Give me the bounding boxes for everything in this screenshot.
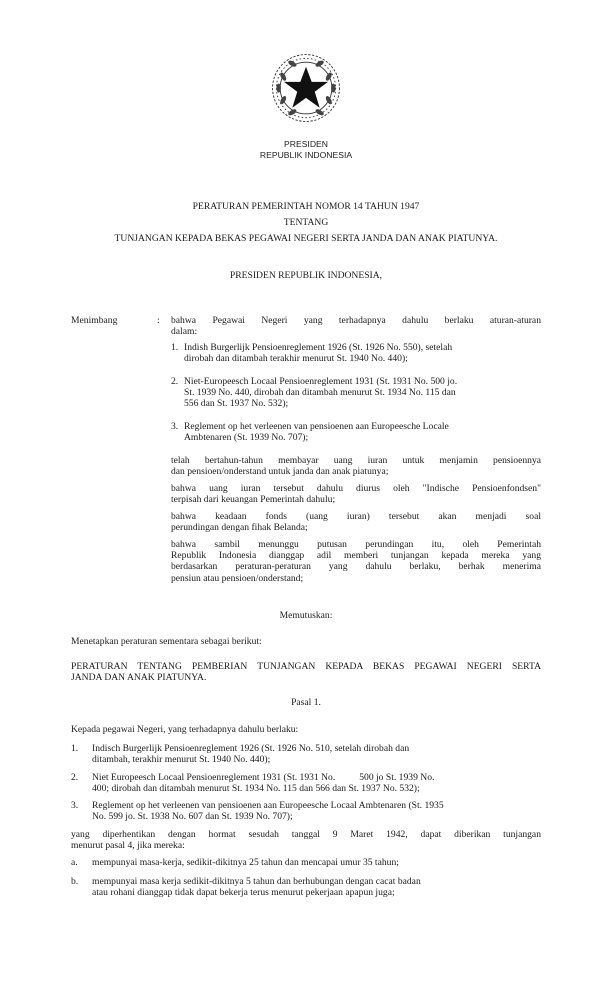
condition-letter: a.	[71, 857, 78, 868]
regulation-title	[71, 661, 541, 683]
item-number: 3.	[71, 800, 79, 811]
issuer-heading: PRESIDEN REPUBLIK INDONESIA,	[229, 270, 383, 281]
item-line: Reglement op het verleenen van pensioenen aan Europeesche Locaal Ambtenaren (St. 1935	[92, 800, 444, 811]
pasal-1-item-1	[71, 743, 541, 765]
paragraph-line: bahwa uang iuran tersebut dahulu diurus oleh "Indische Pensioenfondsen"	[171, 483, 541, 494]
item-line: 400; dirobah dan ditambah menurut St. 1934 No. 115 dan 566 dan St. 1937 No. 532);	[92, 783, 420, 795]
menimbang-item-1	[171, 342, 541, 364]
memutuskan-heading: Memutuskan:	[279, 610, 333, 621]
item-line: ditambah, terakhir menurut St. 1940 No. 440);	[92, 754, 271, 766]
pasal-1-continuation	[71, 829, 541, 851]
paragraph-line: bahwa keadaan fonds (uang iuran) tersebut akan menjadi soal	[171, 511, 541, 522]
condition-line: atau rohani dianggap tidak dapat bekerja terus menurut pekerjaan apapun juga;	[92, 887, 395, 899]
regulation-title-line: PERATURAN TENTANG PEMBERIAN TUNJANGAN KEPADA BEKAS PEGAWAI NEGERI SERTA	[71, 661, 541, 672]
condition-line: mempunyai masa kerja sedikit-dikitnya 5 tahun dan berhubungan dengan cacat badan	[92, 876, 421, 887]
pasal-1-heading: Pasal 1.	[291, 697, 321, 708]
header-presiden: PRESIDEN	[284, 139, 328, 149]
paragraph-line: terpisah dari keuangan Pemerintah dahulu;	[171, 494, 336, 506]
menimbang-paragraph-4	[171, 539, 541, 584]
item-line: Reglement op het verleenen van pensioenen aan Europeesche Locale	[184, 421, 449, 432]
menimbang-intro-line: bahwa Pegawai Negeri yang terhadapnya dahulu berlaku aturan-aturan	[171, 315, 541, 326]
tentang-heading: TENTANG	[283, 217, 329, 228]
menimbang-intro-line: dalam:	[171, 326, 198, 338]
menimbang-colon: :	[157, 315, 160, 326]
pasal-1-item-2	[71, 772, 541, 794]
continuation-line: menurut pasal 4, jika mereka:	[71, 840, 185, 852]
item-line: Indisch Burgerlijk Pensioenreglement 1926 (St. 1926 No. 510, setelah dirobah dan	[92, 743, 410, 754]
menetapkan-line	[71, 636, 541, 647]
pasal-1-intro	[71, 724, 541, 735]
regulation-title-line: JANDA DAN ANAK PIATUNYA.	[71, 672, 207, 684]
item-line: Niet-Europeesch Locaal Pensioenreglement 1931 (St. 1931 No. 500 jo.	[184, 376, 458, 387]
item-line: Indish Burgerlijk Pensioenreglement 1926 (St. 1926 No. 550), setelah	[184, 342, 453, 353]
item-line: Ambtenaren (St. 1939 No. 707);	[184, 432, 309, 444]
paragraph-line: perundingan dengan fihak Belanda;	[171, 522, 308, 534]
item-number: 2.	[71, 772, 79, 783]
item-number: 3.	[171, 421, 179, 432]
item-number: 2.	[171, 376, 179, 387]
condition-letter: b.	[71, 876, 79, 887]
paragraph-line: pensiun atau pensioen/onderstand;	[171, 572, 304, 584]
menimbang-item-3	[171, 421, 541, 443]
pasal-intro-text: Kepada pegawai Negeri, yang terhadapnya dahulu berlaku:	[71, 724, 299, 735]
regulation-number-title: PERATURAN PEMERINTAH NOMOR 14 TAHUN 1947	[192, 201, 420, 212]
item-number: 1.	[71, 743, 79, 754]
paragraph-line: dan pensioen/onderstand untuk janda dan anak piatunya;	[171, 466, 389, 478]
item-line: Niet Europeesch Locaal Pensioenreglement 1931 (St. 1931 No. 500 jo St. 1939 No.	[92, 772, 435, 783]
header-republik-indonesia: REPUBLIK INDONESIA	[259, 150, 353, 160]
item-number: 1.	[171, 342, 179, 353]
pasal-1-item-3	[71, 800, 541, 822]
paragraph-line: berdasarkan peraturan-peraturan yang dahulu berlaku, berhak menerima	[171, 561, 541, 573]
menimbang-intro	[171, 315, 541, 337]
paragraph-line: bahwa sambil menunggu putusan perundingan itu, oleh Pemerintah	[171, 539, 541, 550]
item-line: St. 1939 No. 440, dirobah dan ditambah menurut St. 1934 No. 115 dan	[184, 387, 456, 399]
paragraph-line: telah bertahun-tahun membayar uang iuran untuk menjamin pensioennya	[171, 455, 541, 466]
condition-line: mempunyai masa-kerja, sedikit-dikitnya 25 tahun dan mencapai umur 35 tahun;	[92, 857, 399, 868]
garuda-star-wreath-icon	[268, 50, 344, 126]
paragraph-line: Republik Indonesia dianggap adil memberi tunjangan kepada mereka yang	[171, 550, 541, 562]
pasal-1-condition-a	[71, 857, 541, 868]
menimbang-item-2	[171, 376, 541, 410]
continuation-line: yang diperhentikan dengan hormat sesudah tanggal 9 Maret 1942, dapat diberikan tunjangan	[71, 829, 541, 840]
menetapkan-text: Menetapkan peraturan sementara sebagai berikut:	[71, 636, 262, 647]
item-line: dirobah dan ditambah terakhir menurut St. 1940 No. 440);	[184, 353, 408, 365]
item-line: No. 599 jo. St. 1938 No. 607 dan St. 1939 No. 707);	[92, 811, 293, 823]
regulation-subject: TUNJANGAN KEPADA BEKAS PEGAWAI NEGERI SERTA JANDA DAN ANAK PIATUNYA.	[114, 233, 498, 244]
item-line: 556 dan St. 1937 No. 532);	[184, 398, 289, 410]
menimbang-paragraph-3	[171, 511, 541, 533]
pasal-1-condition-b	[71, 876, 541, 898]
menimbang-paragraph-2	[171, 483, 541, 505]
menimbang-paragraph-1	[171, 455, 541, 477]
menimbang-label: Menimbang	[71, 315, 118, 326]
